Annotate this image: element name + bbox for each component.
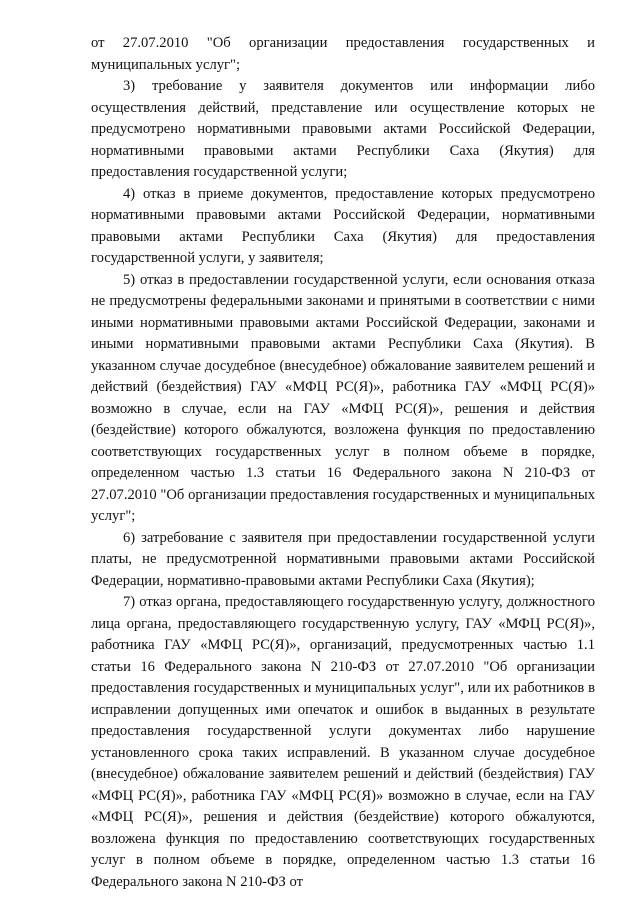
paragraph-item-6: 6) затребование с заявителя при предоставлении государственной услуги платы, не предусмотренной нормативными правовыми актами Российской Федерации, нормативно-правовыми актами Республики Саха (Якутия);	[91, 529, 595, 589]
document-body	[91, 33, 595, 893]
paragraph-item-4: 4) отказ в приеме документов, предоставление которых предусмотрено нормативными правовыми актами Российской Федерации, нормативными правовыми актами Республики Саха (Якутия) для предоставления государственной услуги, у заявителя;	[91, 185, 595, 266]
paragraph-item-5: 5) отказ в предоставлении государственной услуги, если основания отказа не предусмотрены федеральными законами и принятыми в соответствии с ними иными нормативными правовыми актами Российской Федерации, законами и иными нормативными правовыми актами Республики Саха (Якутия). В указанном случае досудебное (внесудебное) обжалование заявителем решений и действий (бездействия) ГАУ «МФЦ РС(Я)», работника ГАУ «МФЦ РС(Я)» возможно в случае, если на ГАУ «МФЦ РС(Я)», решения и действия (бездействие) которого обжалуются, возложена функция по предоставлению соответствующих государственных услуг в полном объеме в порядке, определенном частью 1.3 статьи 16 Федерального закона N 210-ФЗ от 27.07.2010 "Об организации предоставления государственных и муниципальных услуг";	[91, 271, 595, 524]
paragraph-item-7: 7) отказ органа, предоставляющего государственную услугу, должностного лица органа, предоставляющего государственную услугу, ГАУ «МФЦ РС(Я)», работника ГАУ «МФЦ РС(Я)», организаций, предусмотренных частью 1.1 статьи 16 Федерального закона N 210-ФЗ от 27.07.2010 "Об организации предоставления государственных и муниципальных услуг", или их работников в исправлении допущенных ими опечаток и ошибок в выданных в результате предоставления государственной услуги документах либо нарушение установленного срока таких исправлений. В указанном случае досудебное (внесудебное) обжалование заявителем решений и действий (бездействия) ГАУ «МФЦ РС(Я)», работника ГАУ «МФЦ РС(Я)» возможно в случае, если на ГАУ «МФЦ РС(Я)», решения и действия (бездействие) которого обжалуются, возложена функция по предоставлению соответствующих государственных услуг в полном объеме в порядке, определенном частью 1.3 статьи 16 Федерального закона N 210-ФЗ от	[91, 594, 595, 890]
paragraph-item-3: 3) требование у заявителя документов или информации либо осуществления действий, представление или осуществление которых не предусмотрено нормативными правовыми актами Российской Федерации, нормативными правовыми актами Республики Саха (Якутия) для предоставления государственной услуги;	[91, 78, 595, 180]
paragraph-continuation: от 27.07.2010 "Об организации предоставления государственных и муниципальных услуг";	[91, 35, 595, 73]
